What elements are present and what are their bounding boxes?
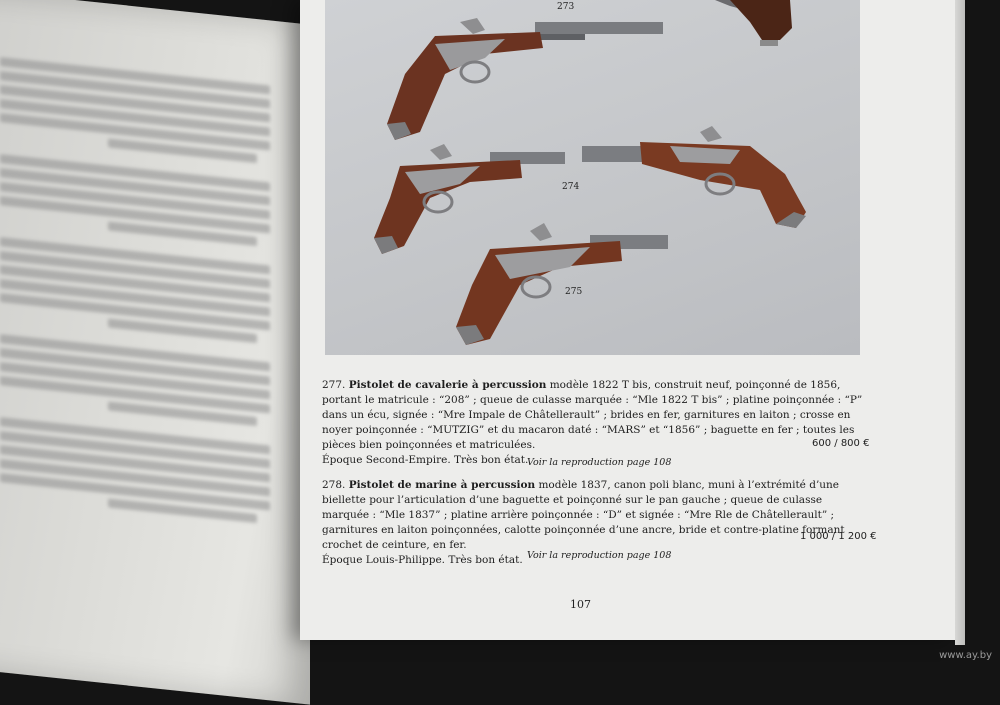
entry-278-reference: Voir la reproduction page 108 [527, 550, 672, 561]
entry-title: Pistolet de cavalerie à percussion [348, 379, 547, 391]
entry-278-price: 1 000 / 1 200 € [800, 531, 877, 542]
page-number: 107 [570, 598, 591, 611]
photo-label-274: 274 [562, 182, 580, 192]
left-page-blurred-text [0, 52, 270, 542]
photo-label-275: 275 [565, 287, 583, 297]
entry-period: Époque Second-Empire. Très bon état. [322, 454, 529, 466]
left-page [0, 0, 310, 705]
watermark: www.ay.by [939, 650, 992, 661]
photo-label-273: 273 [557, 2, 575, 12]
pistol-275-image [440, 215, 670, 350]
entry-text: modèle 1837, canon poli blanc, muni à l’extrémité d’une biellette pour l’articulation d’une baguette et poinçonné sur le pan gauche ; queue de culasse marquée : “Mle 1837” ; platine arrière poinçonnée : “D” et signée : “Mre Rle de Châtellerault” ; garnitures en laiton poinçonnées, calotte poinçonnée d’une ancre, bride et contre-platine formant crochet de ceinture, en fer. [322, 479, 845, 551]
entry-277-price: 600 / 800 € [812, 438, 870, 449]
entry-period: Époque Louis-Philippe. Très bon état. [322, 554, 523, 566]
entry-number: 278. [322, 479, 346, 491]
entry-text: modèle 1822 T bis, construit neuf, poinçonné de 1856, portant le matricule : “208” ; queue de culasse marquée : “Mle 1822 T bis” ; platine poinçonnée : “P” dans un écu, signée : “Mre Impale de Châtellerault” ; brides en fer, garnitures en laiton ; crosse en noyer poinçonnée : “MUTZIG” et du macaron daté : “MARS” et “1856” ; baguette en fer ; toutes les pièces bien poinçonnées et matriculées. [322, 379, 863, 451]
pistol-273-grip [720, 0, 810, 60]
pistols-photo [325, 0, 860, 355]
entry-title: Pistolet de marine à percussion [348, 479, 536, 491]
entry-277-reference: Voir la reproduction page 108 [527, 457, 672, 468]
entry-277 [322, 378, 872, 468]
entry-number: 277. [322, 379, 346, 391]
page-edge [955, 0, 965, 645]
